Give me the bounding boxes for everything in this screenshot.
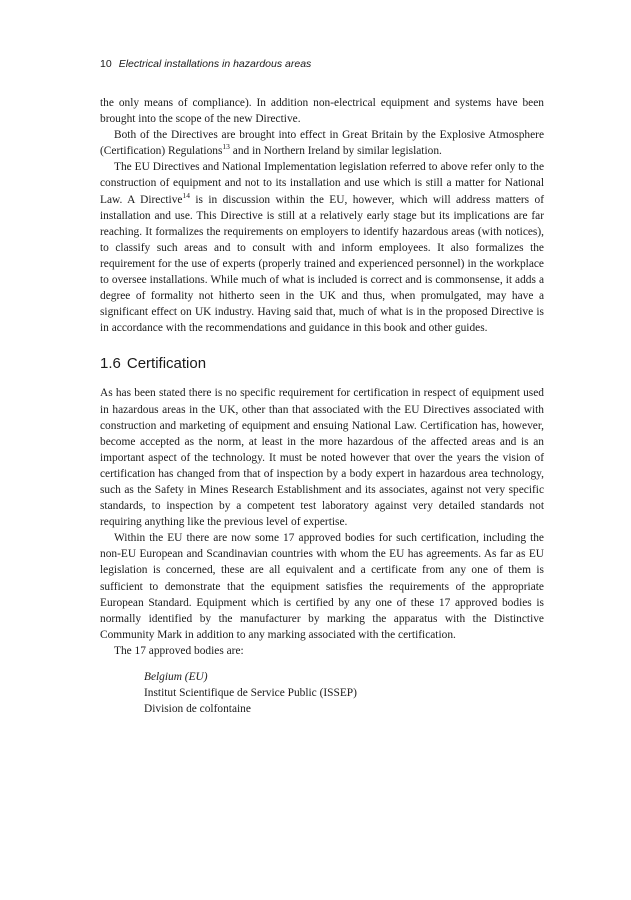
paragraph-5: Within the EU there are now some 17 approved bodies for such certification, including the non-EU European and Scandinavian countries with whom the EU has agreements. As far as EU legislation is concerned, these are all equivalent and a certificate from any one of them is sufficient to demonstrate that the equipment satisfies the requirements of the appropriate European Standard. Equipment which is certified by any one of these 17 approved bodies is normally identified by the manufacturer by marking the apparatus with the Distinctive Community Mark in addition to any marking associated with the certification. bbox=[100, 532, 544, 641]
approved-body-country: Belgium (EU) bbox=[144, 671, 208, 683]
section-title: Certification bbox=[126, 355, 207, 373]
approved-body-division: Division de colfontaine bbox=[144, 703, 251, 716]
paragraph-1: the only means of compliance). In addition non-electrical equipment and systems have been brought into the scope of the new Directive. bbox=[100, 97, 544, 126]
book-page bbox=[100, 57, 544, 717]
body-text bbox=[100, 95, 544, 659]
reference-14: 14 bbox=[182, 190, 190, 200]
approved-body-institute: Institut Scientifique de Service Public (ISSEP) bbox=[144, 687, 357, 700]
running-head bbox=[100, 57, 544, 71]
paragraph-6: The 17 approved bodies are: bbox=[114, 644, 244, 657]
paragraph-3: The EU Directives and National Implementation legislation referred to above refer only to the construction of equipment and not to its installation and use which is still a matter for National Law. A Directive$^{14}$ is in discussion within the EU, however, which will address matters of installation and use. This Directive is still at a relatively early stage but its implications are far reaching. It formalizes the requirements on employers to identify hazardous areas (with notices), to classify such areas and to consult with and inform employees. It also formalizes the requirement for the use of experts (properly trained and experienced personnel) in the workplace to oversee installations. While much of what is included is correct and is commonsense, it adds a degree of formality not hitherto seen in the UK and thus, when promulgated, may have a significant effect on UK industry. Having said that, much of what is in the proposed Directive is in accordance with the recommendations and guidance in this book and other guides. bbox=[100, 161, 544, 335]
approved-body-entry bbox=[144, 669, 544, 717]
page-number: 10 bbox=[100, 58, 112, 70]
section-heading bbox=[100, 354, 544, 374]
paragraph-2: Both of the Directives are brought into effect in Great Britain by the Explosive Atmosphere (Certification) Regulations$^{13}$ and in Northern Ireland by similar legislation. bbox=[100, 129, 544, 158]
section-number: 1.6 bbox=[100, 355, 121, 373]
book-title: Electrical installations in hazardous areas bbox=[118, 58, 312, 70]
reference-13: 13 bbox=[222, 142, 230, 152]
paragraph-4: As has been stated there is no specific requirement for certification in respect of equipment used in hazardous areas in the UK, other than that associated with the EU Directives associated with construction and marketing of equipment and ensuing National Law. Certification has, however, become accepted as the norm, at least in the more hazardous of the affected areas and is an important aspect of the technology. It must be noted however that over the years the vision of certification has changed from that of inspection by a body expert in hazardous area technology, such as the Safety in Mines Research Establishment and its associates, against not very specific standards, to inspection by a competent test laboratory against very detailed standards not requiring anything like the previous level of expertise. bbox=[100, 387, 544, 529]
